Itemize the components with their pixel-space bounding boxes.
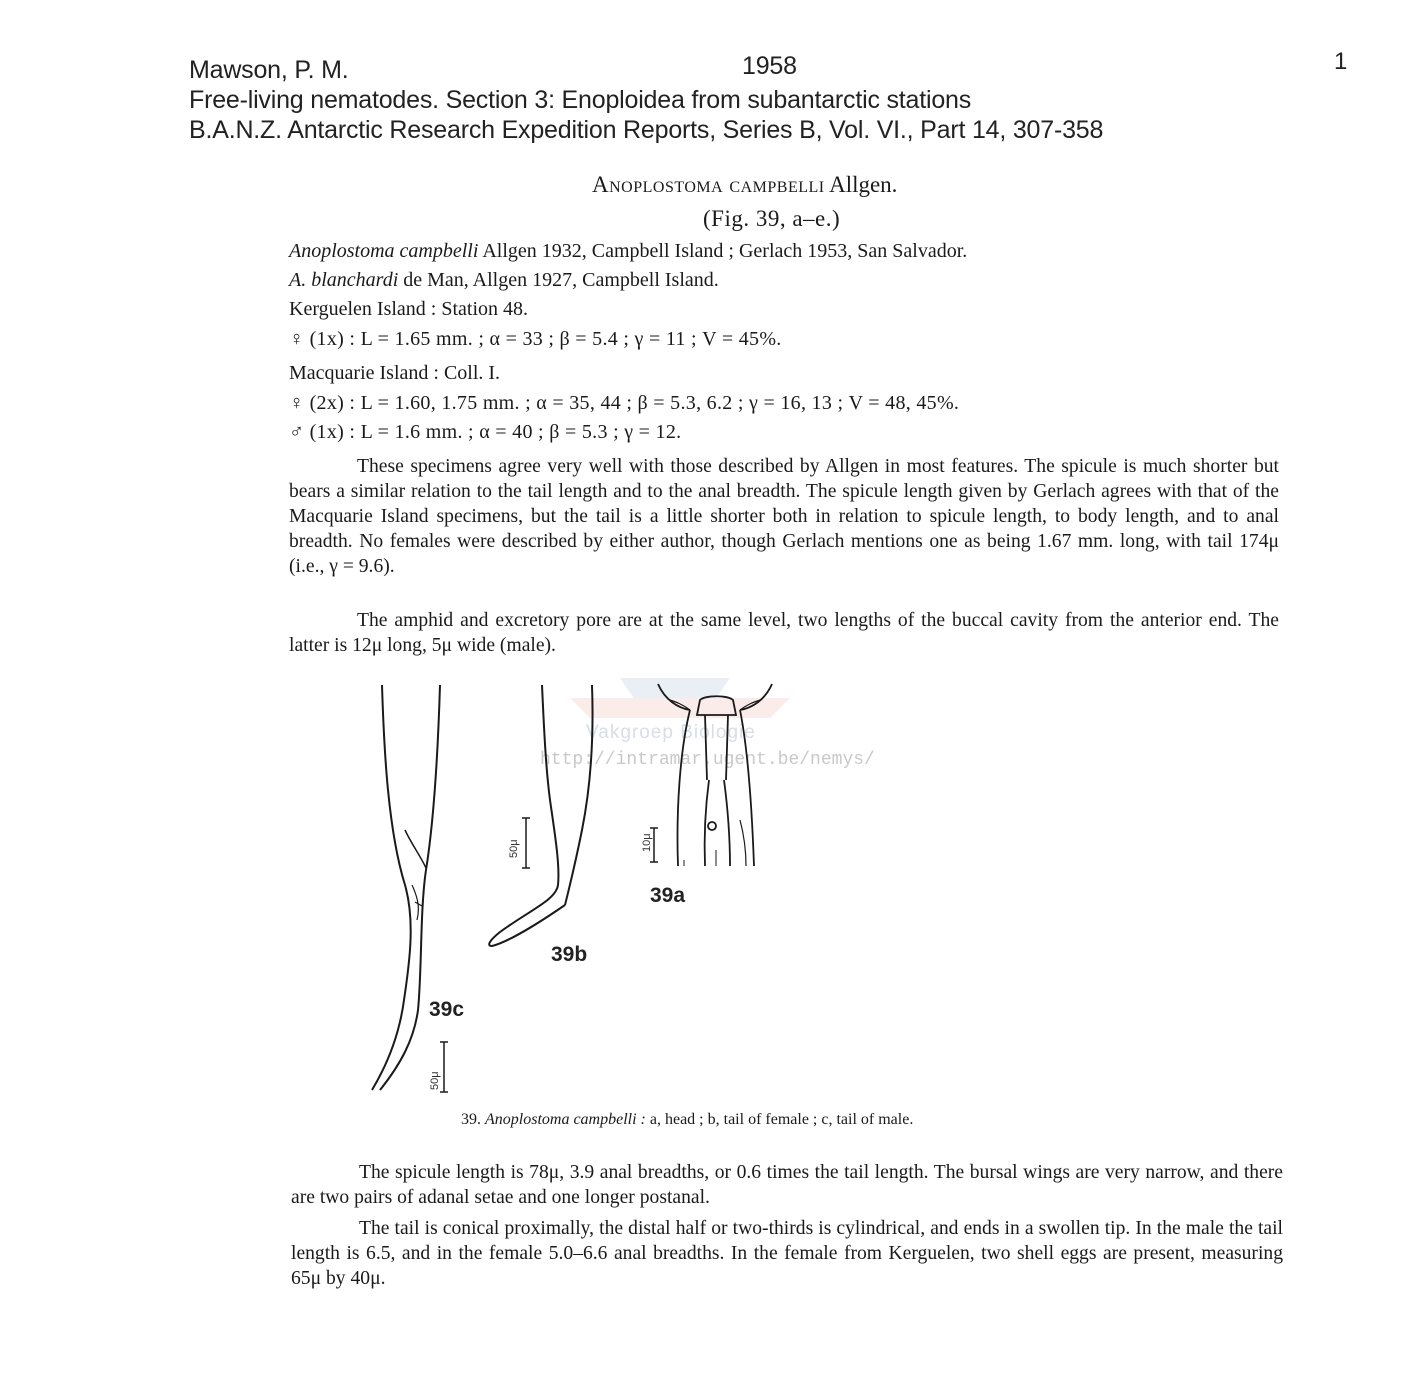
synonym-line-2 xyxy=(289,269,719,292)
species-heading xyxy=(592,172,897,198)
species-name: Anoplostoma campbelli xyxy=(592,172,825,197)
paragraph-spicule-text: The spicule length is 78μ, 3.9 anal breadths, or 0.6 times the tail length. The bursal wings are very narrow, and there are two pairs of adanal setae and one longer postanal. xyxy=(291,1162,1283,1208)
synonym-rest-2: de Man, Allgen 1927, Campbell Island. xyxy=(398,269,719,291)
scale-bar-39b xyxy=(522,818,530,868)
fig-39c-male-tail xyxy=(372,685,440,1090)
figure-caption xyxy=(461,1111,913,1129)
figure-label-39c: 39c xyxy=(429,998,465,1021)
synonym-line-1 xyxy=(289,240,967,263)
paragraph-comparison xyxy=(289,454,1279,579)
figure-label-39b: 39b xyxy=(551,943,588,966)
synonym-rest-1: Allgen 1932, Campbell Island ; Gerlach 1953, San Salvador. xyxy=(478,240,968,262)
series-citation: B.A.N.Z. Antarctic Research Expedition Reports, Series B, Vol. VI., Part 14, 307-358 xyxy=(189,116,1104,144)
figure-reference: (Fig. 39, a–e.) xyxy=(703,206,841,231)
watermark-org: Vakgroep Biologie xyxy=(586,722,756,743)
paper-title: Free-living nematodes. Section 3: Enoploidea from subantarctic stations xyxy=(189,86,972,114)
measurement-kerguelen-female: ♀ (1x) : L = 1.65 mm. ; α = 33 ; β = 5.4 ; γ = 11 ; V = 45%. xyxy=(289,328,782,350)
scale-bar-39c xyxy=(440,1042,448,1092)
caption-species: Anoplostoma campbelli : xyxy=(485,1111,646,1128)
watermark-url: http://intramar.ugent.be/nemys/ xyxy=(540,750,875,770)
scale-label-39a: 10μ xyxy=(641,833,653,852)
paragraph-comparison-text: These specimens agree very well with those described by Allgen in most features. The spicule is much shorter but bears a similar relation to the tail length and to the anal breadth. The spicule length given by Gerlach agrees with that of the Macquarie Island specimens, but the tail is a little shorter both in relation to spicule length, to body length, and to anal breadth. No females were described by either author, though Gerlach mentions one as being 1.67 mm. long, with tail 174μ (i.e., γ = 9.6). xyxy=(289,456,1279,577)
fig-39b-female-tail xyxy=(489,685,592,946)
caption-number: 39. xyxy=(461,1111,485,1128)
paragraph-amphid-text: The amphid and excretory pore are at the same level, two lengths of the buccal cavity from the anterior end. The latter is 12μ long, 5μ wide (male). xyxy=(289,610,1279,656)
caption-text: a, head ; b, tail of female ; c, tail of male. xyxy=(645,1111,914,1128)
measurement-macquarie-male: ♂ (1x) : L = 1.6 mm. ; α = 40 ; β = 5.3 ; γ = 12. xyxy=(289,421,682,443)
scale-label-39c: 50μ xyxy=(429,1071,441,1090)
locality-macquarie: Macquarie Island : Coll. I. xyxy=(289,362,501,384)
paragraph-tail-text: The tail is conical proximally, the distal half or two-thirds is cylindrical, and ends in a swollen tip. In the male the tail length is 6.5, and in the female 5.0–6.6 anal breadths. In the female from Kerguelen, two shell eggs are present, measuring 65μ by 40μ. xyxy=(291,1218,1283,1289)
measurement-macquarie-female: ♀ (2x) : L = 1.60, 1.75 mm. ; α = 35, 44 ; β = 5.3, 6.2 ; γ = 16, 13 ; V = 48, 45%. xyxy=(289,392,960,414)
page-number: 1 xyxy=(1334,48,1348,75)
synonym-name-2: A. blanchardi xyxy=(289,269,399,291)
paragraph-tail xyxy=(291,1216,1283,1291)
paragraph-spicule xyxy=(291,1160,1283,1210)
figure-label-39a: 39a xyxy=(650,884,686,907)
author: Mawson, P. M. xyxy=(189,56,349,84)
paragraph-amphid xyxy=(289,608,1279,658)
figure-39-drawing xyxy=(360,670,820,1100)
year: 1958 xyxy=(742,52,797,80)
species-author: Allgen. xyxy=(829,172,898,197)
locality-kerguelen: Kerguelen Island : Station 48. xyxy=(289,298,529,320)
scale-label-39b: 50μ xyxy=(508,839,520,858)
watermark-logo-icon xyxy=(570,678,790,718)
synonym-name-1: Anoplostoma campbelli xyxy=(289,240,479,262)
